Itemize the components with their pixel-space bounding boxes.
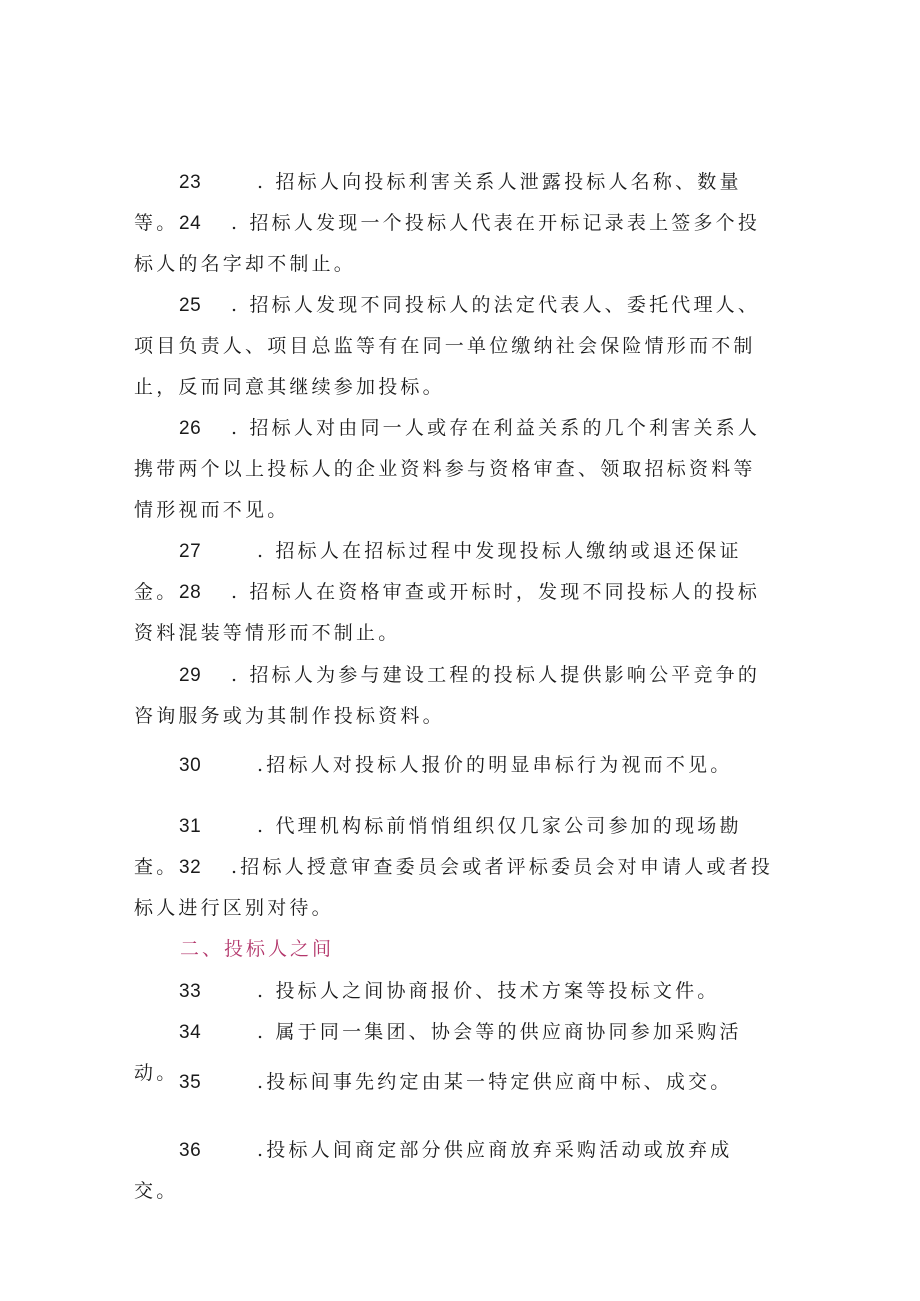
list-item-33	[134, 971, 774, 1012]
item-text: . 招标人为参与建设工程的投标人提供影响公平竞争的咨询服务或为其制作投标资料。	[134, 664, 761, 727]
item-text: .投标间事先约定由某一特定供应商中标、成交。	[257, 1071, 733, 1093]
list-item-24	[134, 203, 774, 285]
item-text: . 代理机构标前悄悄组织仅几家公司参加的现场勘查。	[134, 815, 742, 878]
item-text: . 招标人向投标利害关系人泄露投标人名称、数量等。	[134, 171, 742, 234]
item-number: 30	[179, 755, 202, 776]
item-number: 36	[179, 1140, 202, 1161]
list-item-36	[134, 1130, 774, 1212]
item-text: . 招标人对由同一人或存在利益关系的几个利害关系人携带两个以上投标人的企业资料参与资格审查、领取招标资料等情形视而不见。	[134, 417, 761, 521]
item-text: .招标人授意审查委员会或者评标委员会对申请人或者投标人进行区别对待。	[134, 856, 774, 919]
section-heading: 二、投标人之间	[180, 938, 335, 960]
list-item-28	[134, 572, 774, 654]
list-item-29	[134, 655, 774, 737]
item-text: . 招标人在资格审查或开标时，发现不同投标人的投标资料混装等情形而不制止。	[134, 581, 761, 644]
list-item-26	[134, 408, 774, 531]
list-item-25	[134, 285, 774, 408]
item-number: 24	[179, 213, 202, 234]
item-number: 35	[179, 1072, 202, 1093]
item-number: 34	[179, 1022, 202, 1043]
item-number: 25	[179, 295, 202, 316]
item-number: 32	[179, 857, 202, 878]
item-number: 28	[179, 582, 202, 603]
item-text: . 招标人发现不同投标人的法定代表人、委托代理人、项目负责人、项目总监等有在同一单位缴纳社会保险情形而不制止，反而同意其继续参加投标。	[134, 294, 761, 398]
item-text: .投标人间商定部分供应商放弃采购活动或放弃成交。	[134, 1139, 733, 1202]
item-number: 31	[179, 816, 202, 837]
list-item-32	[134, 847, 774, 929]
item-number: 26	[179, 418, 202, 439]
item-text: . 投标人之间协商报价、技术方案等投标文件。	[257, 980, 720, 1002]
item-text: . 招标人在招标过程中发现投标人缴纳或退还保证金。	[134, 540, 742, 603]
list-item-35	[134, 1062, 774, 1103]
item-number: 29	[179, 665, 202, 686]
item-text: . 属于同一集团、协会等的供应商协同参加采购活动。	[134, 1021, 742, 1084]
item-number: 33	[179, 981, 202, 1002]
list-item-30	[134, 745, 774, 786]
item-text: . 招标人发现一个投标人代表在开标记录表上签多个投标人的名字却不制止。	[134, 212, 761, 275]
item-number: 27	[179, 541, 202, 562]
item-text: .招标人对投标人报价的明显串标行为视而不见。	[257, 754, 733, 776]
item-number: 23	[179, 172, 202, 193]
